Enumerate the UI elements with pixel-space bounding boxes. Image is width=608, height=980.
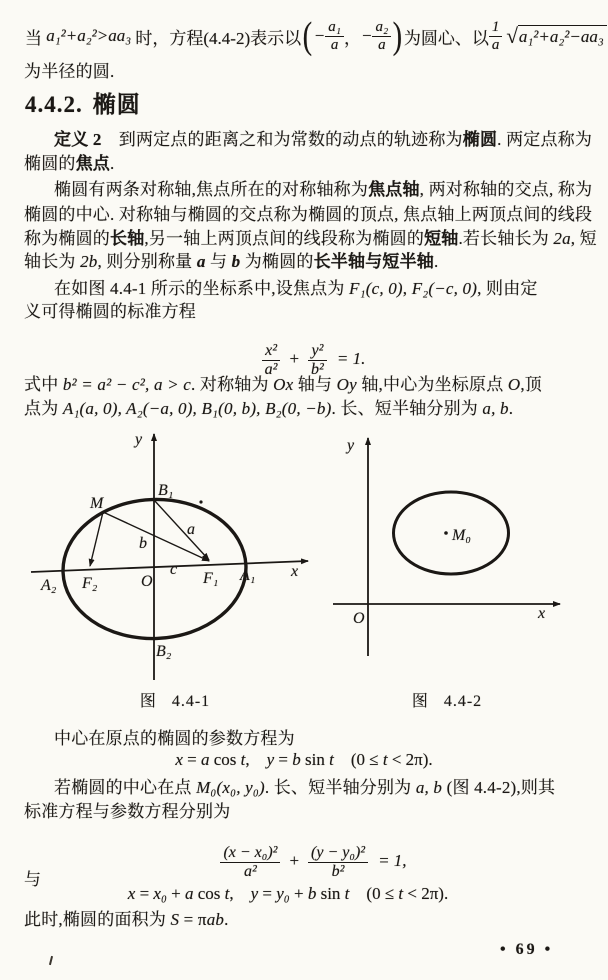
text-run: . 两定点称为: [497, 130, 593, 149]
text-run: , 短: [570, 229, 597, 248]
text-run: 长半轴与短半轴: [313, 252, 434, 271]
semi-minor-b-label: b: [139, 535, 147, 552]
paragraph-axes-line1: [24, 178, 608, 202]
text-run: . 长、短半轴分别为: [331, 399, 483, 418]
x-axis-label: x: [291, 563, 299, 580]
text-run: cos: [193, 884, 225, 903]
text-run: 当: [25, 28, 47, 48]
text-run: A₁(a, 0), A₂(−a, 0), B₁(0, b), B₂(0, −b): [62, 399, 332, 418]
text-run: , 则由定: [477, 279, 538, 298]
fraction-y2-b2: $\frac{\text{y²}}{\text{b²}}$: [308, 342, 327, 378]
radicand: a₁²+a₂²−aa₃: [518, 25, 607, 47]
fraction-xx0-a2: $\frac{\text{(x − x₀)²}}{\text{a²}}$: [220, 844, 280, 880]
paragraph-shifted-center-line1: [24, 776, 608, 800]
equals-one: = 1.: [336, 349, 366, 368]
text-run: .若长轴长为: [458, 229, 554, 248]
section-heading: [25, 86, 141, 119]
text-run: b² = a² − c², a > c: [62, 375, 191, 394]
section-title: 椭圆: [92, 92, 141, 117]
text-run: 式中: [24, 375, 63, 394]
text-run: t: [382, 750, 388, 769]
text-run: 轴与: [293, 375, 337, 394]
text-run: Ox: [273, 375, 294, 394]
origin-label: O: [141, 573, 153, 590]
text-run: a, b: [482, 399, 509, 418]
paragraph-definition-line2: [24, 152, 590, 176]
text-run: t: [398, 884, 404, 903]
text-run: =: [274, 750, 293, 769]
text-run: a: [184, 884, 194, 903]
ellipse-curve: [394, 492, 509, 574]
vertex-A1-label: A₁: [240, 567, 256, 584]
text-run: O: [507, 375, 521, 394]
text-run: . 对称轴为: [190, 375, 274, 394]
vertex-A2-label: A₂: [41, 577, 57, 594]
figure-4-4-2: [330, 430, 582, 670]
text-run: y: [266, 750, 275, 769]
text-run: 焦点: [75, 154, 111, 173]
text-run: 义可得椭圆的标准方程: [24, 302, 196, 321]
paragraph-definition-line1: [24, 128, 608, 152]
text-run: 短轴: [424, 229, 459, 248]
paragraph-parametric-intro: [24, 727, 608, 751]
text-run: < 2π).: [387, 750, 433, 769]
text-run: ,: [229, 884, 251, 903]
text-run: a: [200, 750, 210, 769]
circle-condition-line-2: 为半径的圆.: [24, 62, 115, 81]
text-run: Oy: [336, 375, 357, 394]
page-number: • 69 •: [500, 941, 554, 958]
text-run: sin: [300, 750, 330, 769]
text-run: 2b: [80, 252, 98, 271]
equals-one: = 1,: [378, 851, 407, 870]
text-run: =: [258, 884, 277, 903]
origin-label: O: [353, 610, 365, 627]
text-run: x: [127, 884, 136, 903]
center-point-M0: [444, 531, 448, 535]
semi-major-a-label: a: [187, 521, 195, 538]
text-run: 椭圆: [462, 130, 498, 149]
text-run: x: [175, 750, 183, 769]
text-run: 椭圆的: [24, 154, 76, 173]
text-run: 标准方程与参数方程分别为: [24, 802, 231, 821]
paragraph-axes-line4: [24, 250, 590, 274]
minus-sign: −: [313, 26, 326, 45]
text-run: 椭圆有两条对称轴,焦点所在的对称轴称为: [54, 180, 369, 199]
text-run: t: [344, 884, 350, 903]
parametric-equation-shifted: [0, 884, 592, 904]
text-run: ,: [402, 279, 412, 298]
text-run: 点为: [24, 399, 63, 418]
vertex-B2-label: B₂: [156, 643, 172, 660]
focal-distance-c-label: c: [170, 561, 178, 578]
paragraph-shifted-center-line2: [24, 800, 590, 824]
text-run: y: [250, 884, 259, 903]
figure-1-caption: 图 4.4-1: [139, 693, 211, 710]
text-run: 时，方程(4.4-2)表示以: [131, 28, 302, 48]
text-run: = π: [179, 910, 207, 929]
text-run: 为圆心、以: [403, 28, 489, 48]
text-run: +: [289, 884, 308, 903]
text-run: sin: [316, 884, 345, 903]
text-run: cos: [209, 750, 241, 769]
text-run: .: [434, 252, 439, 271]
comma: ，: [343, 28, 361, 48]
text-run: b: [292, 750, 301, 769]
text-run: 与: [205, 252, 232, 271]
text-run: b: [231, 252, 241, 271]
text-run: a, b: [415, 778, 443, 797]
circle-condition-line: [25, 12, 604, 60]
text-run: 2a: [553, 229, 571, 248]
text-run: 焦点轴: [368, 180, 420, 199]
figure-4-4-1: [8, 428, 320, 686]
text-run: F₂(−c, 0): [411, 279, 478, 298]
text-run: 称为椭圆的: [24, 229, 110, 248]
text-run: S: [170, 910, 180, 929]
y-axis-label: y: [347, 437, 355, 454]
text-run: =: [182, 750, 201, 769]
parametric-equation-origin: [0, 750, 608, 770]
text-run: ,顶: [520, 375, 542, 394]
text-run: (0 ≤: [349, 884, 399, 903]
plus-sign: +: [289, 349, 300, 368]
text-run: 轴长为: [24, 252, 81, 271]
text-run: .: [508, 399, 514, 418]
text-run: , 则分别称量: [97, 252, 197, 271]
minus-sign: −: [360, 26, 373, 45]
fraction-yy0-b2: $\frac{\text{(y − y₀)²}}{\text{b²}}$: [308, 844, 368, 880]
fraction-a2-over-a: $\frac{\text{a₂}}{a}$: [372, 19, 391, 53]
text-run: t: [329, 750, 334, 769]
focus-F2-label: F₂: [82, 575, 98, 592]
text-run: (图 4.4-2),则其: [442, 778, 556, 797]
paragraph-axes-line2: [24, 203, 593, 227]
text-run: +: [166, 884, 185, 903]
paragraph-foci-line1: [24, 277, 608, 301]
figure-2-caption: 图 4.4-2: [411, 693, 483, 710]
text-run: < 2π).: [403, 884, 449, 903]
text-run: 若椭圆的中心在点: [54, 778, 197, 797]
text-run: x₀: [153, 884, 167, 903]
text-run: , 两对称轴的交点, 称为: [419, 180, 593, 199]
paragraph-relation-line1: [24, 373, 590, 397]
text-run: ,: [245, 750, 267, 769]
text-run: 长轴: [110, 229, 145, 248]
text-run: 中心在原点的椭圆的参数方程为: [54, 729, 295, 748]
text-run: 定义 2: [54, 130, 102, 149]
text-run: y₀: [276, 884, 290, 903]
text-run: ,另一轴上两顶点间的线段称为椭圆的: [144, 229, 425, 248]
text-run: F₁(c, 0): [349, 279, 403, 298]
sqrt-sign: √: [506, 23, 518, 48]
paragraph-axes-line3: [24, 227, 597, 251]
right-paren: ): [392, 15, 403, 57]
text-run: a: [196, 252, 206, 271]
focus-F1-label: F₁: [203, 570, 219, 587]
left-paren: (: [302, 15, 313, 57]
fraction-1-over-a: $\frac{1}{a}$: [489, 19, 503, 53]
paragraph-area: [24, 908, 590, 932]
text-run: M₀(x₀, y₀): [196, 778, 265, 797]
section-number: 4.4.2.: [25, 92, 83, 117]
text-run: t: [224, 884, 230, 903]
scan-artifact: [49, 956, 53, 965]
scan-speck: [199, 500, 202, 503]
point-M-label: M: [90, 495, 104, 512]
text-run: 到两定点的距离之和为常数的动点的轨迹称为: [101, 130, 463, 149]
paragraph-relation-line2: [24, 397, 590, 421]
text-run: 椭圆的中心. 对称轴与椭圆的交点称为椭圆的顶点, 焦点轴上两顶点间的线段: [24, 205, 593, 224]
text-run: .: [110, 154, 115, 173]
text-run: 在如图 4.4-1 所示的坐标系中,设焦点为: [54, 279, 350, 298]
center-M0-label: M₀: [452, 527, 471, 544]
paragraph-foci-line2: [24, 300, 590, 324]
text-run: (0 ≤: [333, 750, 383, 769]
text-run: ab: [206, 910, 225, 929]
text-run: =: [135, 884, 154, 903]
text-run: t: [240, 750, 246, 769]
text-run: 为椭圆的: [240, 252, 314, 271]
text-run: . 长、短半轴分别为: [264, 778, 416, 797]
vertex-B1-label: B₁: [158, 482, 174, 499]
text-run: 此时,椭圆的面积为: [24, 910, 171, 929]
text-run: 与: [24, 870, 42, 889]
math-condition: a₁²+a₂²>aa₃: [46, 26, 132, 45]
fraction-a1-over-a: $\frac{\text{a₁}}{a}$: [325, 19, 344, 53]
plus-sign: +: [289, 851, 300, 870]
fraction-x2-a2: $\frac{\text{x²}}{\text{a²}}$: [262, 342, 281, 378]
x-axis-label: x: [538, 605, 546, 622]
text-run: b: [307, 884, 317, 903]
y-axis-label: y: [135, 431, 143, 448]
text-run: .: [224, 910, 229, 929]
text-run: 轴,中心为坐标原点: [356, 375, 508, 394]
